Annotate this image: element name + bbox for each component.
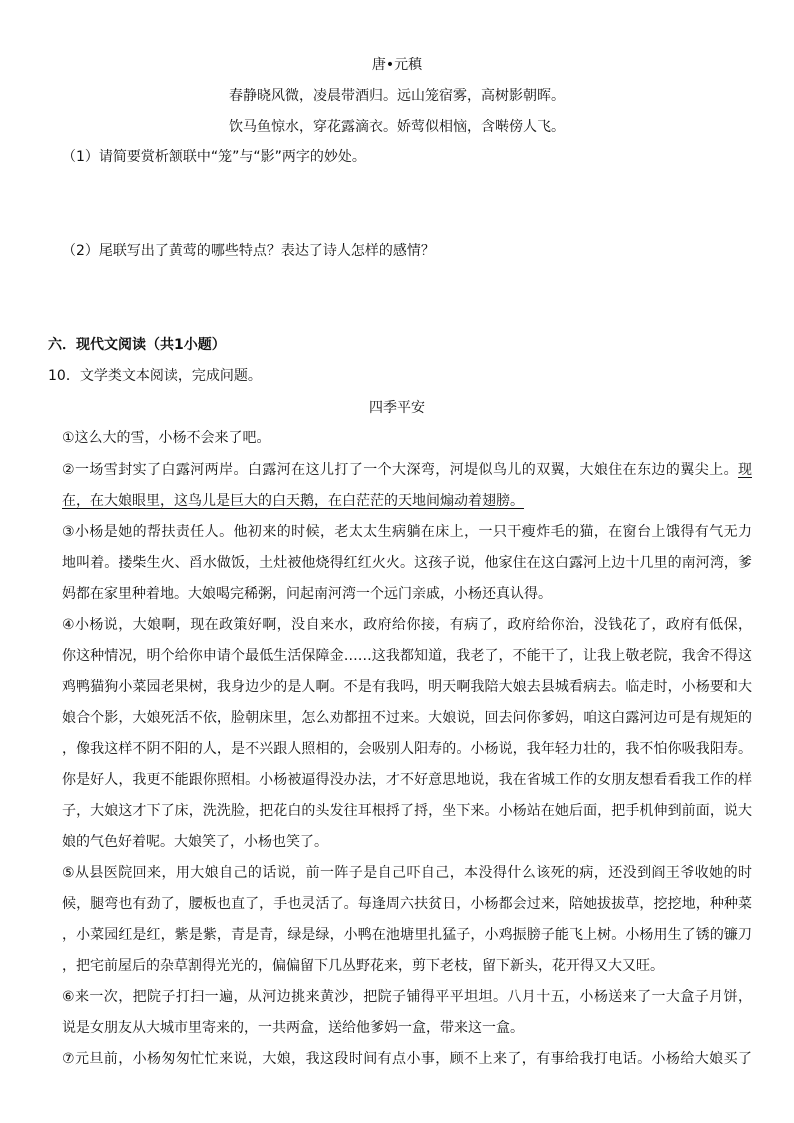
paragraph-2-underlined-start: 现 — [738, 462, 752, 478]
poem-line-1: 春静晓风微，凌晨带酒归。远山笼宿雾，高树影朝晖。 — [229, 88, 565, 104]
paragraph-4-line-3: 鸡鸭猫狗小菜园老果树，我身边少的是人啊。不是有我吗，明天啊我陪大娘去县城看病去。临走时，小杨要和大 — [62, 679, 752, 695]
poem-line-2: 饮马鱼惊水，穿花露滴衣。娇莺似相恼，含啭傍人飞。 — [229, 119, 565, 135]
paragraph-7-line-1: ⑦元旦前，小杨匆匆忙忙来说，大娘，我这段时间有点小事，顾不上来了，有事给我打电话。小杨给大娘买了 — [62, 1051, 752, 1067]
paragraph-2-underlined-line: 在，在大娘眼里，这鸟儿是巨大的白天鹅，在白茫茫的天地间煽动着翅膀。 — [62, 493, 524, 509]
item-10-instruction: 10．文学类文本阅读，完成问题。 — [48, 368, 262, 384]
paragraph-5-line-4: ，把宅前屋后的杂草割得光光的，偏偏留下几丛野花来，剪下老枝，留下新头，花开得又大又旺。 — [62, 958, 664, 974]
paragraph-4-line-5: ，像我这样不阴不阳的人，是不兴跟人照相的，会吸别人阳寿的。小杨说，我年轻力壮的，我不怕你吸我阳寿。 — [62, 741, 752, 757]
poem-author: 唐•元稹 — [371, 57, 423, 73]
paragraph-4-line-7: 子，大娘这才下了床，洗洗脸，把花白的头发往耳根捋了捋，坐下来。小杨站在她后面，把手机伸到前面，说大 — [62, 803, 752, 819]
paragraph-4-line-2: 你这种情况，明个给你申请个最低生活保障金……这我都知道，我老了，不能干了，让我上敬老院，我舍不得这 — [62, 648, 752, 664]
paragraph-6-line-1: ⑥来一次，把院子打扫一遍，从河边挑来黄沙，把院子铺得平平坦坦。八月十五，小杨送来了一大盒子月饼， — [62, 989, 752, 1005]
paragraph-3-line-2: 地叫着。搂柴生火、舀水做饭，土灶被他烧得红红火火。这孩子说，他家住在这白露河上边十几里的南河湾，爹 — [62, 555, 752, 571]
paragraph-3-line-1: ③小杨是她的帮扶责任人。他初来的时候，老太太生病躺在床上，一只干瘦炸毛的猫，在窗台上饿得有气无力 — [62, 524, 752, 540]
paragraph-4-line-1: ④小杨说，大娘啊，现在政策好啊，没自来水，政府给你接，有病了，政府给你治，没钱花了，政府有低保， — [62, 617, 752, 633]
section-heading: 六．现代文阅读（共1小题） — [48, 337, 226, 353]
passage-title: 四季平安 — [369, 400, 425, 416]
paragraph-1: ①这么大的雪，小杨不会来了吧。 — [62, 430, 271, 446]
paragraph-4-line-4: 娘合个影，大娘死活不依，脸朝床里，怎么劝都扭不过来。大娘说，回去问你爹妈，咱这白露河边可是有规矩的 — [62, 710, 752, 726]
paragraph-5-line-3: ，小菜园红是红，紫是紫，青是青，绿是绿，小鸭在池塘里扎猛子，小鸡振膀子能飞上树。小杨用生了锈的镰刀 — [62, 927, 752, 943]
paragraph-6-line-2: 说是女朋友从大城市里寄来的，一共两盒，送给他爹妈一盒，带来这一盒。 — [62, 1020, 524, 1036]
paragraph-2-line-1 — [62, 460, 752, 480]
paragraph-2-text: ②一场雪封实了白露河两岸。白露河在这儿打了一个大深弯，河堤似鸟儿的双翼，大娘住在东边的翼尖上。 — [62, 462, 738, 478]
paragraph-4-line-8: 娘的气色好着呢。大娘笑了，小杨也笑了。 — [62, 834, 328, 850]
paragraph-3-line-3: 妈都在家里种着地。大娘喝完稀粥，问起南河湾一个远门亲戚，小杨还真认得。 — [62, 586, 552, 602]
paragraph-5-line-1: ⑤从县医院回来，用大娘自己的话说，前一阵子是自己吓自己，本没得什么该死的病，还没到阎王爷收她的时 — [62, 865, 752, 881]
question-2: （2）尾联写出了黄莺的哪些特点？表达了诗人怎样的感情？ — [62, 243, 435, 259]
question-1: （1）请简要赏析颔联中“笼”与“影”两字的妙处。 — [62, 149, 366, 165]
paragraph-5-line-2: 候，腿弯也有劲了，腰板也直了，手也灵活了。每逢周六扶贫日，小杨都会过来，陪她拔拔草，挖挖地，种种菜 — [62, 896, 752, 912]
paragraph-4-line-6: 你是好人，我更不能跟你照相。小杨被逼得没办法，才不好意思地说，我在省城工作的女朋友想看看我工作的样 — [62, 772, 752, 788]
